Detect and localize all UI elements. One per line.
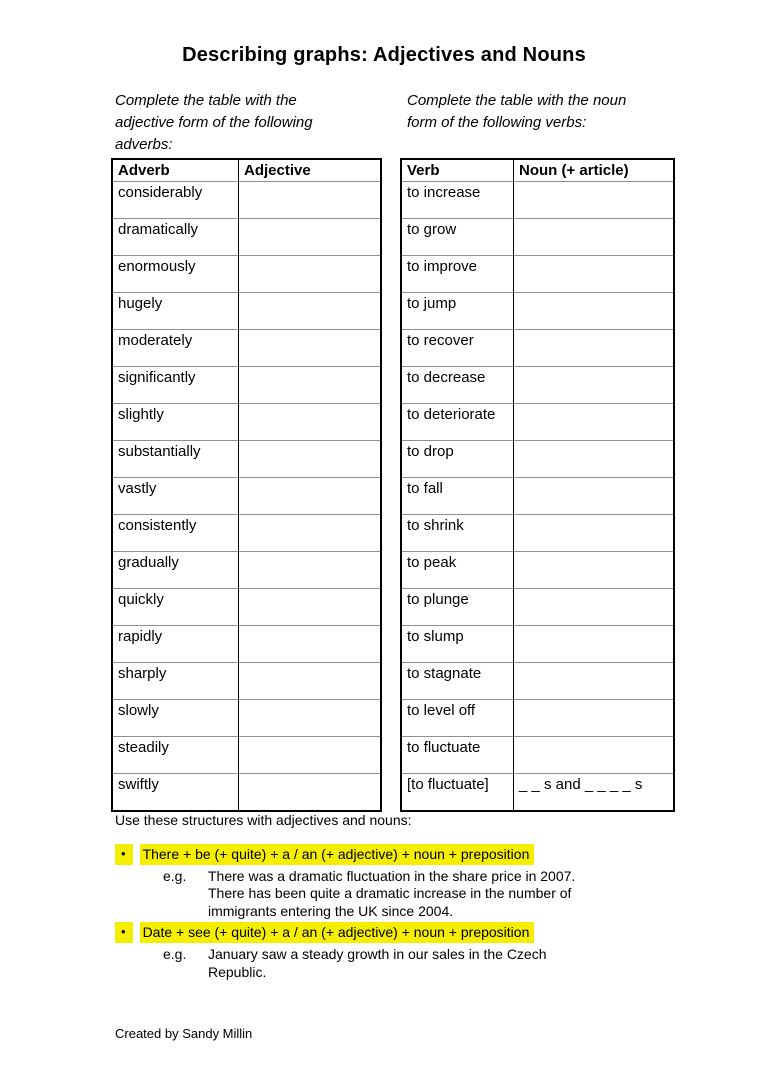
verb-cell: to increase (401, 182, 514, 219)
adjective-blank-cell (239, 441, 382, 478)
adjective-blank-cell (239, 367, 382, 404)
noun-column-header: Noun (+ article) (514, 159, 675, 182)
adverb-cell: consistently (112, 515, 239, 552)
page-title: Describing graphs: Adjectives and Nouns (182, 44, 586, 66)
table-row (112, 478, 381, 515)
verb-cell: to plunge (401, 589, 514, 626)
example-line: There has been quite a dramatic increase in the number of (208, 885, 572, 901)
table-row (401, 256, 674, 293)
noun-blank-cell (514, 367, 675, 404)
adjective-blank-cell (239, 515, 382, 552)
noun-blank-cell (514, 626, 675, 663)
table-row (401, 478, 674, 515)
table-row (401, 552, 674, 589)
eg-label: e.g. (163, 946, 187, 962)
adverb-cell: sharply (112, 663, 239, 700)
eg-label: e.g. (163, 867, 187, 884)
verb-cell: to shrink (401, 515, 514, 552)
verb-cell: to decrease (401, 367, 514, 404)
verb-cell: to improve (401, 256, 514, 293)
adverb-cell: enormously (112, 256, 239, 293)
adjective-blank-cell (239, 293, 382, 330)
table-row (112, 182, 381, 219)
example-lines (208, 868, 575, 921)
adjective-blank-cell (239, 182, 382, 219)
bullet-icon: • (115, 922, 133, 943)
adjective-blank-cell (239, 552, 382, 589)
example-line: Republic. (208, 963, 267, 980)
adverb-cell: gradually (112, 552, 239, 589)
table-row (112, 737, 381, 774)
table-row (401, 404, 674, 441)
adverb-cell: slightly (112, 404, 239, 441)
structure-bullet-1 (115, 844, 680, 865)
noun-blank-cell (514, 663, 675, 700)
table-header-row (401, 159, 674, 182)
adjective-blank-cell (239, 330, 382, 367)
adjective-blank-cell (239, 589, 382, 626)
adverb-column-header: Adverb (112, 159, 239, 182)
example-line: immigrants entering the UK since 2004. (208, 902, 454, 919)
verb-cell: to stagnate (401, 663, 514, 700)
noun-blank-cell (514, 552, 675, 589)
table-row (401, 774, 674, 812)
adverb-cell: significantly (112, 367, 239, 404)
verb-cell: to grow (401, 219, 514, 256)
adjective-blank-cell (239, 737, 382, 774)
noun-blank-cell (514, 293, 675, 330)
table-row (112, 441, 381, 478)
adverb-cell: quickly (112, 589, 239, 626)
adverb-cell: moderately (112, 330, 239, 367)
table-row (401, 663, 674, 700)
noun-blank-cell (514, 182, 675, 219)
adverb-cell: swiftly (112, 774, 239, 812)
table-row (401, 737, 674, 774)
verb-cell: [to fluctuate] (401, 774, 514, 812)
table-row (112, 626, 381, 663)
credit-line: Created by Sandy Millin (115, 1026, 253, 1041)
table-row (401, 367, 674, 404)
verb-cell: to drop (401, 441, 514, 478)
noun-blank-cell (514, 330, 675, 367)
table-row (401, 700, 674, 737)
noun-fill-cell: _ _ s and _ _ _ _ s (514, 774, 675, 812)
adjective-blank-cell (239, 256, 382, 293)
table-row (401, 515, 674, 552)
adverb-cell: considerably (112, 182, 239, 219)
verb-cell: to level off (401, 700, 514, 737)
example-block-1 (163, 868, 680, 921)
structure-pattern-2: Date + see (+ quite) + a / an (+ adjective) + noun + preposition (140, 922, 535, 943)
adjective-blank-cell (239, 774, 382, 812)
adverb-cell: hugely (112, 293, 239, 330)
adjective-blank-cell (239, 219, 382, 256)
verb-cell: to peak (401, 552, 514, 589)
verb-cell: to slump (401, 626, 514, 663)
table-row (112, 293, 381, 330)
adverb-cell: substantially (112, 441, 239, 478)
verb-cell: to fluctuate (401, 737, 514, 774)
adverb-cell: dramatically (112, 219, 239, 256)
adjective-column-header: Adjective (239, 159, 382, 182)
noun-blank-cell (514, 589, 675, 626)
verb-cell: to jump (401, 293, 514, 330)
table-row (112, 663, 381, 700)
table-row (112, 330, 381, 367)
verb-column-header: Verb (401, 159, 514, 182)
noun-blank-cell (514, 737, 675, 774)
structure-bullet-2 (115, 922, 680, 943)
table-row (112, 367, 381, 404)
structures-intro: Use these structures with adjectives and nouns: (115, 812, 412, 828)
table-row (401, 293, 674, 330)
structures-section (115, 812, 680, 983)
noun-blank-cell (514, 404, 675, 441)
instruction-adjectives: Complete the table with the adjective form of the following adverbs: (115, 92, 313, 153)
example-lines (208, 946, 547, 981)
adverb-adjective-table (111, 158, 382, 812)
table-row (112, 256, 381, 293)
structure-pattern-1: There + be (+ quite) + a / an (+ adjective) + noun + preposition (140, 844, 535, 865)
table-row (401, 330, 674, 367)
table-row (112, 219, 381, 256)
table-row (401, 219, 674, 256)
verb-cell: to deteriorate (401, 404, 514, 441)
adjective-blank-cell (239, 404, 382, 441)
adjective-blank-cell (239, 663, 382, 700)
table-row (112, 404, 381, 441)
table-row (401, 182, 674, 219)
example-block-2 (163, 946, 680, 981)
noun-blank-cell (514, 441, 675, 478)
verb-noun-table (400, 158, 675, 812)
example-line: January saw a steady growth in our sales in the Czech (208, 946, 547, 962)
noun-blank-cell (514, 256, 675, 293)
example-line: There was a dramatic fluctuation in the share price in 2007. (208, 867, 576, 884)
noun-blank-cell (514, 515, 675, 552)
instruction-nouns: Complete the table with the noun form of the following verbs: (407, 92, 627, 131)
adverb-cell: vastly (112, 478, 239, 515)
adverb-cell: slowly (112, 700, 239, 737)
bullet-icon: • (115, 844, 133, 865)
table-row (112, 552, 381, 589)
adverb-cell: rapidly (112, 626, 239, 663)
verb-cell: to fall (401, 478, 514, 515)
verb-cell: to recover (401, 330, 514, 367)
noun-blank-cell (514, 700, 675, 737)
adjective-blank-cell (239, 478, 382, 515)
table-row (112, 774, 381, 812)
adjective-blank-cell (239, 700, 382, 737)
adjective-blank-cell (239, 626, 382, 663)
table-row (112, 589, 381, 626)
adverb-cell: steadily (112, 737, 239, 774)
noun-blank-cell (514, 478, 675, 515)
table-row (112, 700, 381, 737)
noun-blank-cell (514, 219, 675, 256)
table-row (401, 626, 674, 663)
table-row (401, 441, 674, 478)
table-row (401, 589, 674, 626)
table-header-row (112, 159, 381, 182)
table-row (112, 515, 381, 552)
